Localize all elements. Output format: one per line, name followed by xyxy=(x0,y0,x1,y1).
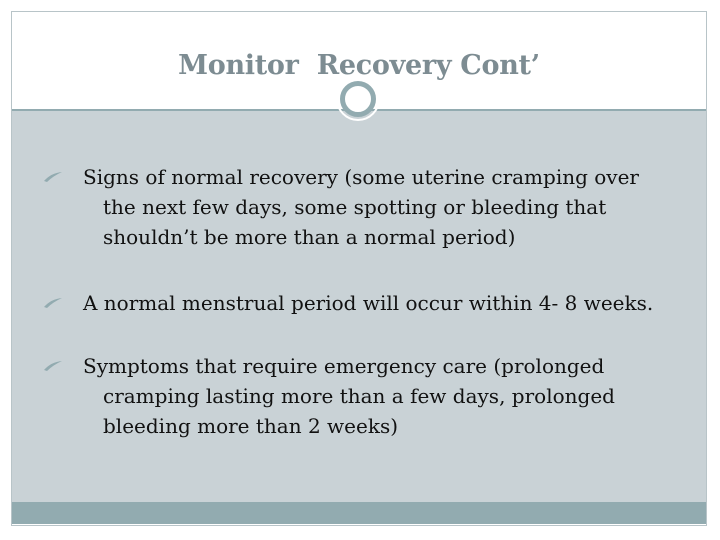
swoosh-bullet-icon xyxy=(38,162,83,192)
bullet-item xyxy=(38,288,678,318)
bullet-text: A normal menstrual period will occur within 4- 8 weeks. xyxy=(83,291,654,315)
ring-ornament-icon xyxy=(340,81,376,117)
bullet-text: Symptoms that require emergency care (prolonged cramping lasting more than a few days, prolonged bleeding more than 2 weeks) xyxy=(83,354,615,438)
slide-title: Monitor Recovery Cont’ xyxy=(178,50,540,81)
bullet-list xyxy=(38,162,678,441)
footer-bar xyxy=(12,502,706,524)
bullet-item xyxy=(38,351,678,441)
swoosh-bullet-icon xyxy=(38,288,83,318)
bullet-item xyxy=(38,162,678,252)
bullet-text: Signs of normal recovery (some uterine cramping over the next few days, some spotting or bleeding that shouldn’t be more than a normal period) xyxy=(83,165,639,249)
swoosh-bullet-icon xyxy=(38,351,83,381)
